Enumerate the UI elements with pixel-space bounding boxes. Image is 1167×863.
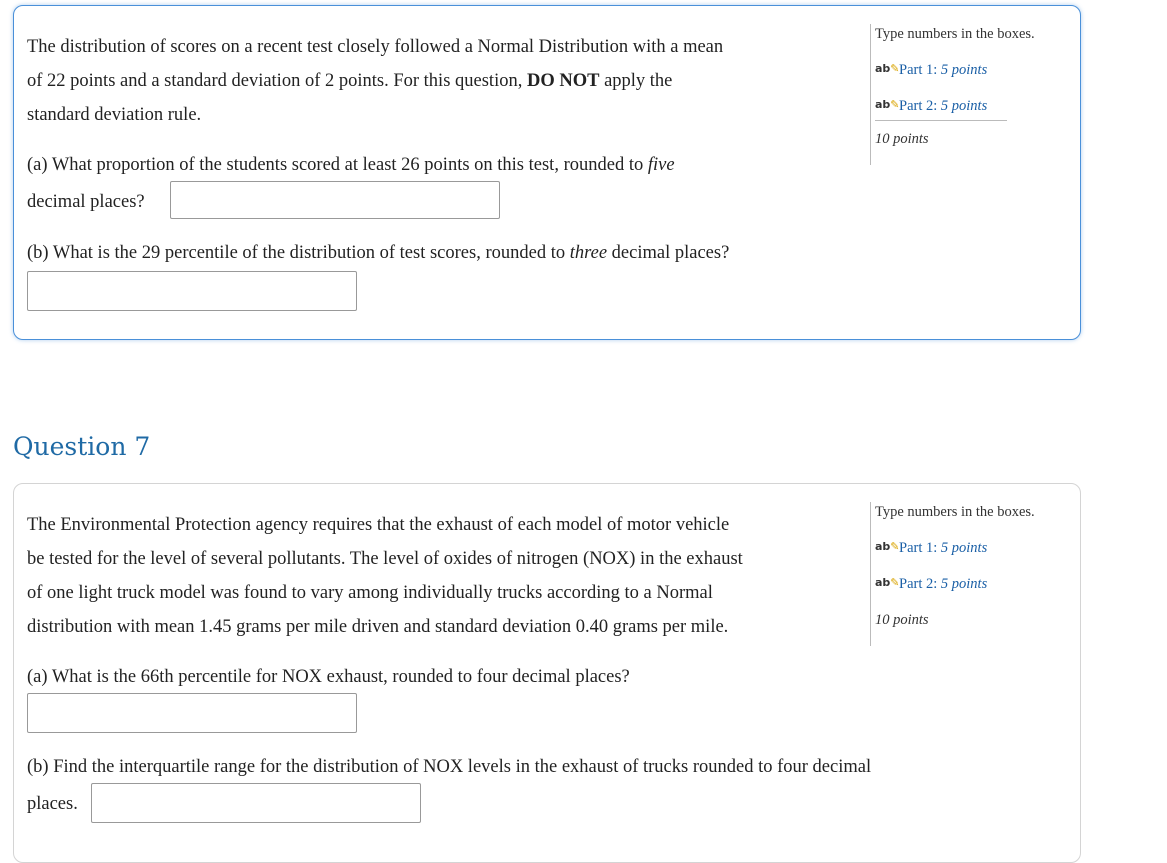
- q7-part-2-points: ab✎Part 2: 5 points: [875, 574, 1010, 610]
- q7-intro-line-3: of one light truck model was found to vary among individually trucks according to a Normal: [27, 583, 713, 603]
- q6-part-1-points: ab✎Part 1: 5 points: [875, 60, 1010, 96]
- ab-pencil-icon: ab✎: [875, 98, 900, 111]
- q6-intro-line-2: of 22 points and a standard deviation of 2 points. For this question, DO NOT apply the: [27, 71, 673, 91]
- q6-intro-line-3: standard deviation rule.: [27, 105, 202, 125]
- q7-answer-b-input[interactable]: [91, 783, 421, 823]
- q6-part-a-line-1: (a) What proportion of the students scored at least 26 points on this test, rounded to five: [27, 155, 675, 175]
- q6-intro-line-1: The distribution of scores on a recent test closely followed a Normal Distribution with a mean: [27, 37, 724, 57]
- q6-answer-a-input[interactable]: [170, 181, 500, 219]
- q7-intro-line-4: distribution with mean 1.45 grams per mile driven and standard deviation 0.40 grams per mile.: [27, 617, 729, 637]
- q6-answer-b-input[interactable]: [27, 271, 357, 311]
- q7-intro-line-2: be tested for the level of several pollutants. The level of oxides of nitrogen (NOX) in the exhaust: [27, 549, 743, 569]
- q7-part-a-line: (a) What is the 66th percentile for NOX exhaust, rounded to four decimal places?: [27, 667, 630, 687]
- q7-part-1-points: ab✎Part 1: 5 points: [875, 538, 1010, 574]
- ab-pencil-icon: ab✎: [875, 540, 900, 553]
- q7-scoring-panel: [870, 502, 1035, 646]
- question-6-text: [27, 30, 729, 270]
- question-6-card: [13, 5, 1081, 340]
- q6-scoring-panel: [870, 24, 1035, 165]
- q7-part-b-line-2: places.: [27, 794, 78, 814]
- q7-answer-a-input[interactable]: [27, 693, 357, 733]
- question-7-text: [27, 508, 871, 824]
- q7-part-b-line-1: (b) Find the interquartile range for the distribution of NOX levels in the exhaust of trucks rounded to four decimal: [27, 757, 872, 777]
- q6-part-2-points: ab✎Part 2: 5 points: [875, 96, 1010, 132]
- q6-instruction: Type numbers in the boxes.: [875, 26, 1035, 42]
- q6-part-b-line: (b) What is the 29 percentile of the distribution of test scores, rounded to three decimal places?: [27, 243, 730, 263]
- ab-pencil-icon: ab✎: [875, 62, 900, 75]
- q6-part-a-line-2: decimal places?: [27, 192, 145, 212]
- do-not-emphasis: DO NOT: [526, 71, 600, 91]
- q6-points-divider: [875, 120, 1007, 121]
- q7-instruction: Type numbers in the boxes.: [875, 504, 1035, 520]
- q7-total-points: 10 points: [875, 612, 929, 628]
- q7-intro-line-1: The Environmental Protection agency requires that the exhaust of each model of motor vehicle: [27, 515, 730, 535]
- question-7-heading: Question 7: [13, 432, 151, 461]
- ab-pencil-icon: ab✎: [875, 576, 900, 589]
- question-7-card: [13, 483, 1081, 863]
- q6-total-points: 10 points: [875, 131, 929, 147]
